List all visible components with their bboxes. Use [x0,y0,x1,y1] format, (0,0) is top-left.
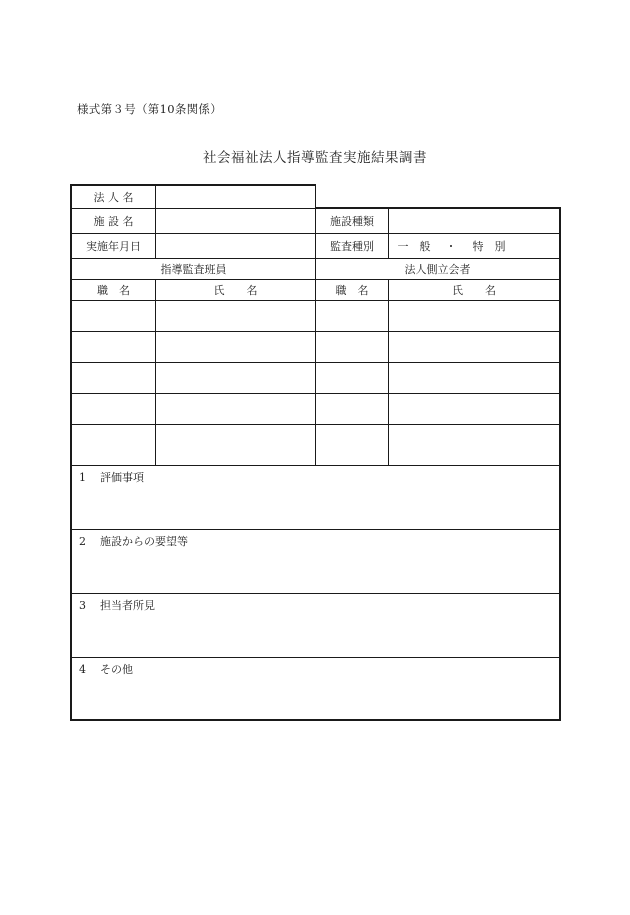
attendee-row[interactable] [316,394,559,424]
attendee-row[interactable] [316,332,559,362]
implementation-date-field[interactable] [156,234,315,258]
attendee-name-header: 氏 名 [452,284,496,297]
section-title: 評価事項 [100,471,144,484]
attendee-row[interactable] [316,301,559,331]
section-number: 1 [79,471,86,484]
team-member-row[interactable] [72,301,315,331]
audit-team-header: 指導監査班員 [160,263,227,276]
audit-type-label: 監査種別 [330,240,374,253]
border-bottom [70,719,561,721]
section-title: 施設からの要望等 [100,535,188,548]
team-member-row[interactable] [72,394,315,424]
audit-type-separator: ・ [445,240,457,253]
section-other-field[interactable] [72,676,559,719]
attendee-row[interactable] [316,363,559,393]
section-other [79,661,133,677]
implementation-date-label: 実施年月日 [86,240,141,253]
section-number: 2 [79,535,86,548]
corporation-name-label: 法 人 名 [93,191,134,204]
team-position-header: 職 名 [97,284,130,297]
section-evaluation-items [79,469,144,485]
section-title: 担当者所見 [100,599,155,612]
section-staff-findings-field[interactable] [72,612,559,657]
audit-type-general-option[interactable]: 一 般 [397,240,431,253]
corporation-name-field[interactable] [156,186,315,208]
section-facility-requests [79,533,188,549]
row-line [70,465,561,466]
form-number: 様式第３号（第10条関係） [77,102,223,116]
team-member-row[interactable] [72,363,315,393]
facility-name-field[interactable] [156,209,315,233]
section-number: 3 [79,599,86,612]
section-number: 4 [79,663,86,676]
team-member-row[interactable] [72,332,315,362]
border-right [559,207,561,721]
row-line [70,657,561,658]
team-member-row[interactable] [72,425,315,465]
section-evaluation-items-field[interactable] [72,484,559,529]
row-line [70,593,561,594]
audit-type-special-option[interactable]: 特 別 [472,240,506,253]
attendee-header: 法人側立会者 [404,263,471,276]
form-table [70,184,561,721]
section-facility-requests-field[interactable] [72,548,559,593]
row-line [70,529,561,530]
document-title: 社会福祉法人指導監査実施結果調書 [203,150,427,166]
section-staff-findings [79,597,155,613]
attendee-row[interactable] [316,425,559,465]
facility-name-label: 施 設 名 [93,215,134,228]
attendee-position-header: 職 名 [335,284,369,297]
team-name-header: 氏 名 [213,284,258,297]
section-title: その他 [100,663,133,676]
facility-type-field[interactable] [389,209,559,233]
border-right-step [315,184,316,208]
facility-type-label: 施設種類 [330,215,374,228]
